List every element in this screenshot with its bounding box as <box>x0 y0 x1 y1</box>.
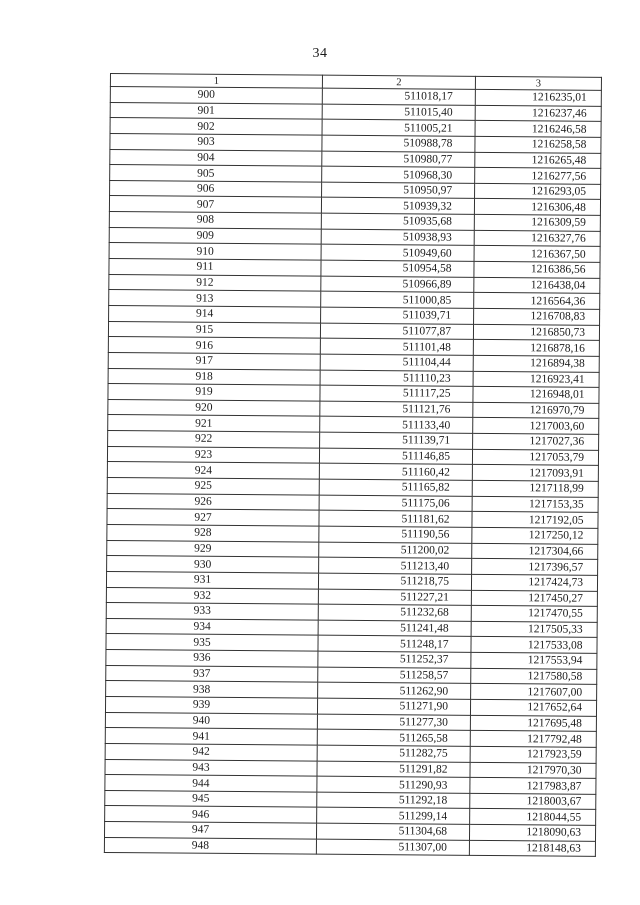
point-number-cell: 940 <box>105 712 317 729</box>
point-number-cell: 920 <box>108 399 320 416</box>
point-number-cell: 915 <box>108 321 320 338</box>
point-number-cell: 943 <box>105 759 317 776</box>
x-coordinate-cell: 511304,68 <box>316 823 469 840</box>
x-coordinate-cell: 511291,82 <box>317 761 470 778</box>
column-header-2: 2 <box>322 75 475 89</box>
point-number-cell: 913 <box>109 290 321 307</box>
x-coordinate-cell: 511218,75 <box>318 573 471 590</box>
y-coordinate-cell: 1217153,35 <box>472 496 598 513</box>
x-coordinate-cell: 510988,78 <box>322 135 475 152</box>
y-coordinate-cell: 1217396,57 <box>472 559 598 576</box>
x-coordinate-cell: 510966,89 <box>321 276 474 293</box>
y-coordinate-cell: 1217695,48 <box>470 715 596 732</box>
point-number-cell: 927 <box>107 509 319 526</box>
y-coordinate-cell: 1218148,63 <box>469 840 595 857</box>
x-coordinate-cell: 511232,68 <box>318 604 471 621</box>
y-coordinate-cell: 1217970,30 <box>470 762 596 779</box>
x-coordinate-cell: 511252,37 <box>318 651 471 668</box>
y-coordinate-cell: 1217792,48 <box>470 731 596 748</box>
point-number-cell: 917 <box>108 352 320 369</box>
x-coordinate-cell: 511290,93 <box>317 776 470 793</box>
x-coordinate-cell: 511190,56 <box>319 526 472 543</box>
y-coordinate-cell: 1216564,36 <box>474 293 600 310</box>
point-number-cell: 938 <box>106 681 318 698</box>
point-number-cell: 948 <box>104 837 316 854</box>
y-coordinate-cell: 1216894,38 <box>473 355 599 372</box>
point-number-cell: 933 <box>106 603 318 620</box>
x-coordinate-cell: 511000,85 <box>321 291 474 308</box>
point-number-cell: 903 <box>110 133 322 150</box>
y-coordinate-cell: 1216235,01 <box>475 89 601 106</box>
page-number: 34 <box>312 46 328 61</box>
y-coordinate-cell: 1217470,55 <box>471 605 597 622</box>
y-coordinate-cell: 1218044,55 <box>470 809 596 826</box>
x-coordinate-cell: 510939,32 <box>321 198 474 215</box>
point-number-cell: 944 <box>105 775 317 792</box>
y-coordinate-cell: 1217093,91 <box>472 465 598 482</box>
x-coordinate-cell: 510954,58 <box>321 260 474 277</box>
x-coordinate-cell: 511181,62 <box>319 510 472 527</box>
y-coordinate-cell: 1216948,01 <box>473 387 599 404</box>
point-number-cell: 908 <box>109 212 321 229</box>
x-coordinate-cell: 511121,76 <box>320 401 473 418</box>
x-coordinate-cell: 511077,87 <box>320 323 473 340</box>
y-coordinate-cell: 1218090,63 <box>469 824 595 841</box>
y-coordinate-cell: 1216878,16 <box>473 340 599 357</box>
x-coordinate-cell: 511262,90 <box>318 682 471 699</box>
point-number-cell: 910 <box>109 243 321 260</box>
point-number-cell: 909 <box>109 227 321 244</box>
point-number-cell: 921 <box>108 415 320 432</box>
x-coordinate-cell: 511213,40 <box>319 557 472 574</box>
point-number-cell: 929 <box>107 540 319 557</box>
x-coordinate-cell: 511110,23 <box>320 370 473 387</box>
x-coordinate-cell: 510968,30 <box>322 166 475 183</box>
y-coordinate-cell: 1217533,08 <box>471 637 597 654</box>
x-coordinate-cell: 511282,75 <box>317 745 470 762</box>
x-coordinate-cell: 510938,93 <box>321 229 474 246</box>
x-coordinate-cell: 511265,58 <box>317 729 470 746</box>
point-number-cell: 939 <box>105 696 317 713</box>
point-number-cell: 905 <box>110 165 322 182</box>
point-number-cell: 919 <box>108 384 320 401</box>
point-number-cell: 936 <box>106 650 318 667</box>
x-coordinate-cell: 510950,97 <box>322 182 475 199</box>
y-coordinate-cell: 1217580,58 <box>471 668 597 685</box>
point-number-cell: 945 <box>105 790 317 807</box>
point-number-cell: 902 <box>110 118 322 135</box>
point-number-cell: 935 <box>106 634 318 651</box>
x-coordinate-cell: 511101,48 <box>320 338 473 355</box>
y-coordinate-cell: 1217505,33 <box>471 621 597 638</box>
y-coordinate-cell: 1217027,36 <box>473 433 599 450</box>
y-coordinate-cell: 1216277,56 <box>475 168 601 185</box>
x-coordinate-cell: 511139,71 <box>320 432 473 449</box>
x-coordinate-cell: 511292,18 <box>317 792 470 809</box>
table-row <box>104 837 595 856</box>
y-coordinate-cell: 1217424,73 <box>471 574 597 591</box>
point-number-cell: 947 <box>104 822 316 839</box>
y-coordinate-cell: 1217652,64 <box>470 699 596 716</box>
x-coordinate-cell: 511104,44 <box>320 354 473 371</box>
y-coordinate-cell: 1216708,83 <box>474 308 600 325</box>
y-coordinate-cell: 1216246,58 <box>475 121 601 138</box>
y-coordinate-cell: 1217304,66 <box>472 543 598 560</box>
y-coordinate-cell: 1217450,27 <box>471 590 597 607</box>
y-coordinate-cell: 1217118,99 <box>472 480 598 497</box>
x-coordinate-cell: 511005,21 <box>322 119 475 136</box>
x-coordinate-cell: 510980,77 <box>322 151 475 168</box>
point-number-cell: 900 <box>110 87 322 104</box>
point-number-cell: 901 <box>110 102 322 119</box>
y-coordinate-cell: 1216306,48 <box>474 199 600 216</box>
table-body <box>104 87 601 857</box>
y-coordinate-cell: 1217923,59 <box>470 746 596 763</box>
x-coordinate-cell: 511227,21 <box>318 589 471 606</box>
x-coordinate-cell: 511165,82 <box>319 479 472 496</box>
y-coordinate-cell: 1216367,50 <box>474 246 600 263</box>
column-header-3: 3 <box>475 76 601 90</box>
x-coordinate-cell: 511039,71 <box>321 307 474 324</box>
y-coordinate-cell: 1216386,56 <box>474 261 600 278</box>
y-coordinate-cell: 1217250,12 <box>472 527 598 544</box>
coordinates-table <box>104 73 602 857</box>
point-number-cell: 906 <box>110 180 322 197</box>
y-coordinate-cell: 1216850,73 <box>473 324 599 341</box>
x-coordinate-cell: 511015,40 <box>322 104 475 121</box>
point-number-cell: 907 <box>109 196 321 213</box>
point-number-cell: 916 <box>108 337 320 354</box>
x-coordinate-cell: 511307,00 <box>316 839 469 856</box>
y-coordinate-cell: 1217053,79 <box>472 449 598 466</box>
x-coordinate-cell: 510935,68 <box>321 213 474 230</box>
x-coordinate-cell: 511248,17 <box>318 636 471 653</box>
x-coordinate-cell: 511146,85 <box>319 448 472 465</box>
point-number-cell: 912 <box>109 274 321 291</box>
point-number-cell: 904 <box>110 149 322 166</box>
y-coordinate-cell: 1218003,67 <box>470 793 596 810</box>
y-coordinate-cell: 1216258,58 <box>475 136 601 153</box>
point-number-cell: 925 <box>107 478 319 495</box>
point-number-cell: 923 <box>107 446 319 463</box>
point-number-cell: 926 <box>107 493 319 510</box>
point-number-cell: 930 <box>107 556 319 573</box>
x-coordinate-cell: 511018,17 <box>322 88 475 105</box>
x-coordinate-cell: 511299,14 <box>317 808 470 825</box>
y-coordinate-cell: 1216293,05 <box>475 183 601 200</box>
y-coordinate-cell: 1216309,59 <box>474 214 600 231</box>
point-number-cell: 942 <box>105 743 317 760</box>
point-number-cell: 914 <box>109 305 321 322</box>
point-number-cell: 928 <box>107 524 319 541</box>
y-coordinate-cell: 1216327,76 <box>474 230 600 247</box>
y-coordinate-cell: 1216438,04 <box>474 277 600 294</box>
point-number-cell: 922 <box>108 431 320 448</box>
x-coordinate-cell: 511160,42 <box>319 464 472 481</box>
y-coordinate-cell: 1217553,94 <box>471 652 597 669</box>
x-coordinate-cell: 511200,02 <box>319 542 472 559</box>
point-number-cell: 937 <box>106 665 318 682</box>
point-number-cell: 918 <box>108 368 320 385</box>
x-coordinate-cell: 511271,90 <box>317 698 470 715</box>
x-coordinate-cell: 511117,25 <box>320 385 473 402</box>
point-number-cell: 924 <box>107 462 319 479</box>
y-coordinate-cell: 1216237,46 <box>475 105 601 122</box>
point-number-cell: 941 <box>105 728 317 745</box>
y-coordinate-cell: 1217607,00 <box>471 684 597 701</box>
point-number-cell: 946 <box>105 806 317 823</box>
x-coordinate-cell: 511277,30 <box>317 714 470 731</box>
y-coordinate-cell: 1216970,79 <box>473 402 599 419</box>
y-coordinate-cell: 1216265,48 <box>475 152 601 169</box>
x-coordinate-cell: 511241,48 <box>318 620 471 637</box>
point-number-cell: 932 <box>106 587 318 604</box>
point-number-cell: 911 <box>109 259 321 276</box>
point-number-cell: 931 <box>106 571 318 588</box>
y-coordinate-cell: 1217983,87 <box>470 778 596 795</box>
y-coordinate-cell: 1216923,41 <box>473 371 599 388</box>
x-coordinate-cell: 511175,06 <box>319 495 472 512</box>
y-coordinate-cell: 1217003,60 <box>473 418 599 435</box>
x-coordinate-cell: 511133,40 <box>320 417 473 434</box>
y-coordinate-cell: 1217192,05 <box>472 512 598 529</box>
x-coordinate-cell: 511258,57 <box>318 667 471 684</box>
column-header-1: 1 <box>110 74 322 89</box>
x-coordinate-cell: 510949,60 <box>321 245 474 262</box>
point-number-cell: 934 <box>106 618 318 635</box>
